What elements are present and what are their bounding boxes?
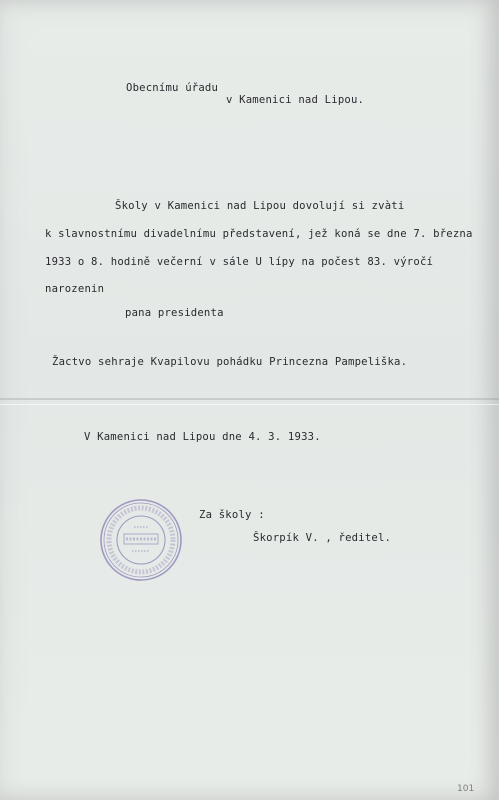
fold-line <box>0 398 499 400</box>
body-line-1: Školy v Kamenici nad Lipou dovolují si zvàti <box>115 200 405 212</box>
body-line-2: k slavnostnímu divadelnímu představení, jež koná se dne 7. března <box>45 228 473 240</box>
recipient-line-2: v Kamenici nad Lipou. <box>226 94 365 106</box>
page-number: 101 <box>457 784 475 794</box>
place-and-date: V Kamenici nad Lipou dne 4. 3. 1933. <box>84 431 321 443</box>
body-line-6: Žactvo sehraje Kvapilovu pohádku Princezna Pampeliška. <box>52 356 408 368</box>
official-stamp-seal <box>98 497 184 583</box>
body-line-4: narozenin <box>45 283 105 295</box>
body-line-3: 1933 o 8. hodině večerní v sále U lípy na počest 83. výročí <box>45 256 434 268</box>
body-line-5: pana presidenta <box>125 307 224 319</box>
signature-label: Za školy : <box>199 509 265 521</box>
recipient-line-1: Obecnímu úřadu <box>126 82 219 94</box>
fold-line-highlight <box>0 404 499 405</box>
signature-name: Škorpík V. , ředitel. <box>253 532 392 544</box>
